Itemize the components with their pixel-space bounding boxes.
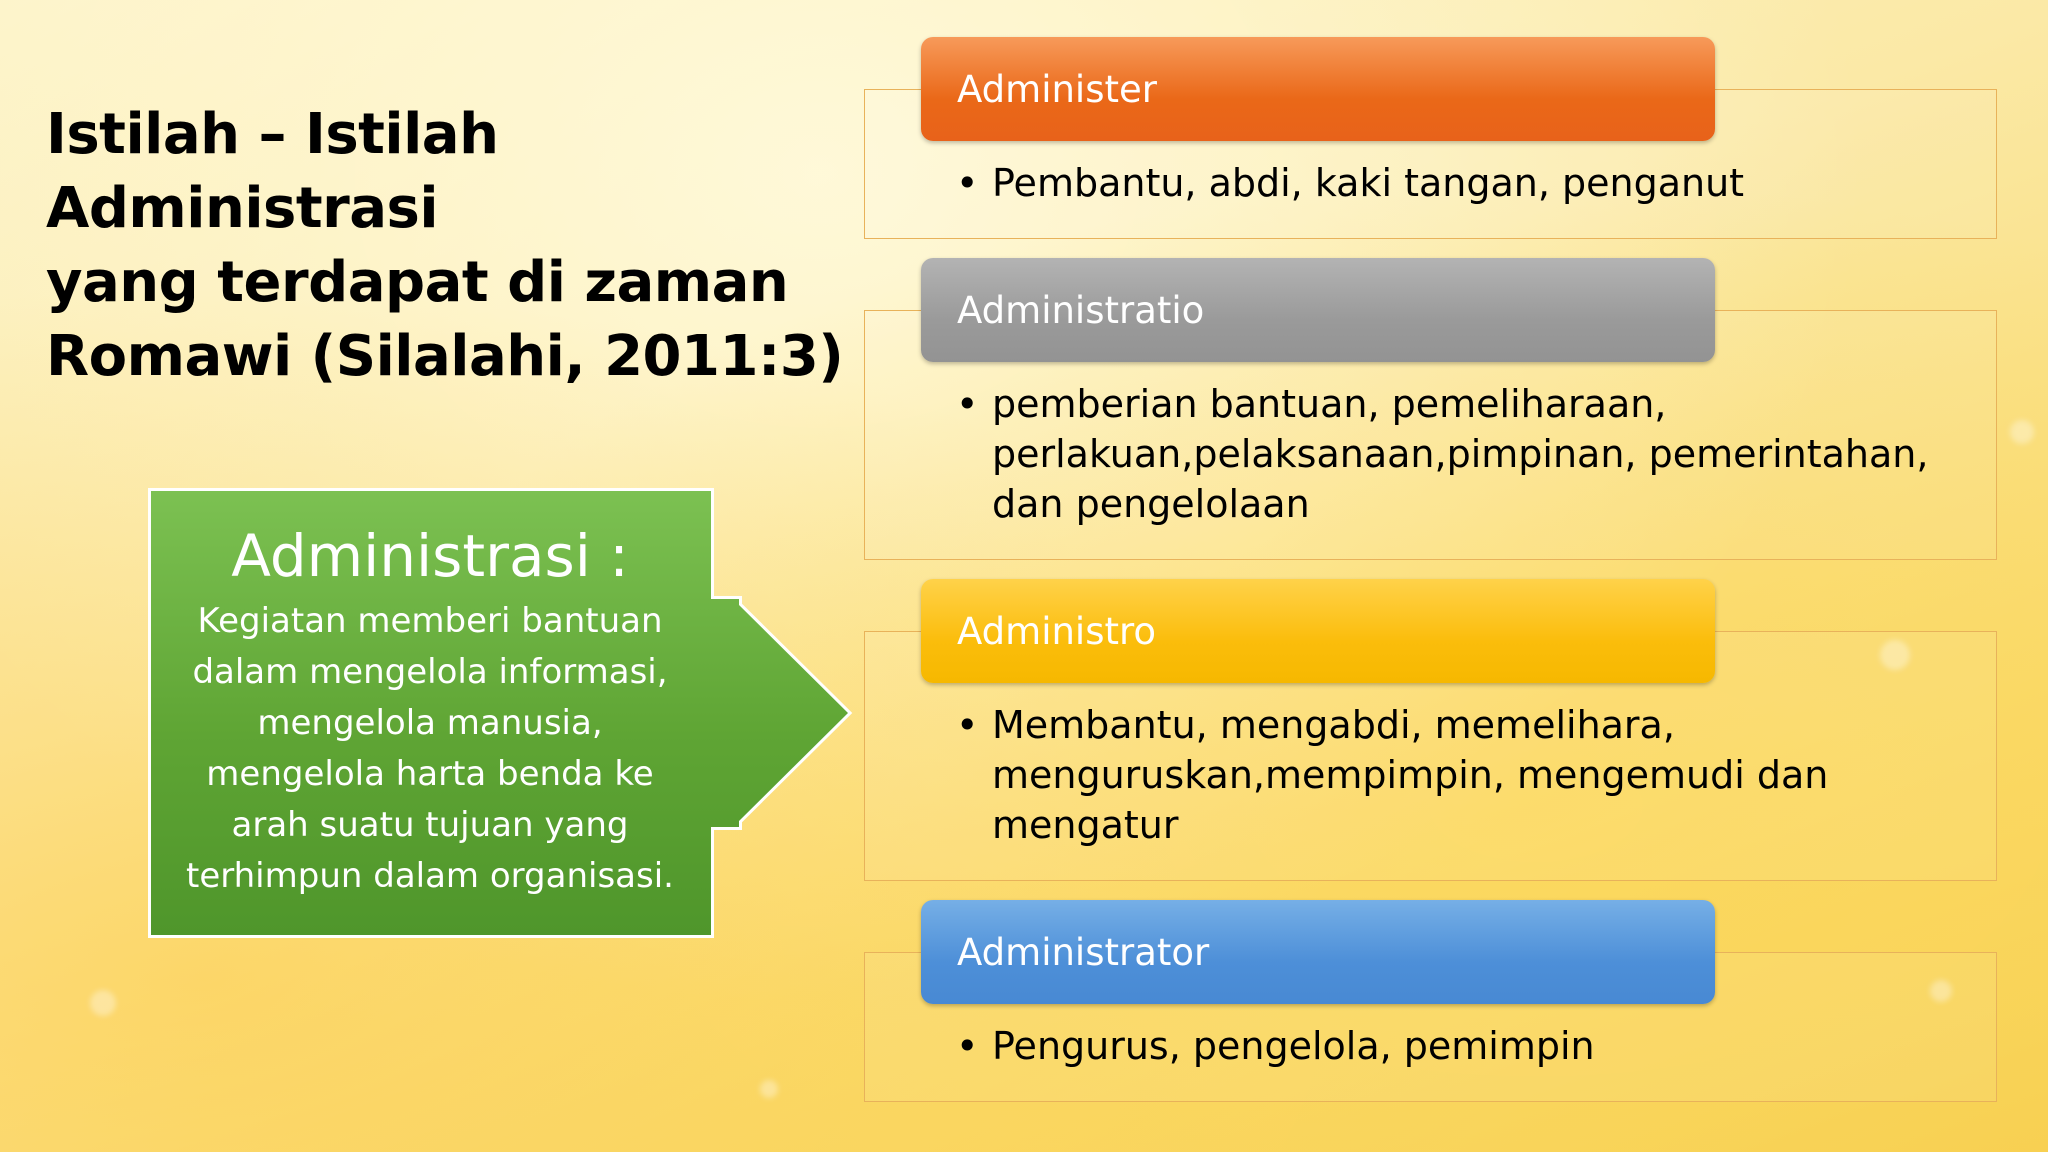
term-definition-item bbox=[956, 1021, 1966, 1071]
definition-line: pemberian bantuan, pemeliharaan, bbox=[992, 382, 1667, 426]
slide-title-line: Istilah – Istilah Administrasi bbox=[46, 102, 499, 241]
term-definition-item bbox=[956, 158, 1966, 208]
term-label-administratio bbox=[921, 258, 1715, 362]
term-definition-list bbox=[956, 1021, 1966, 1071]
bullet-icon: • bbox=[956, 703, 979, 747]
slide-title bbox=[46, 98, 846, 394]
background-bokeh bbox=[90, 990, 116, 1016]
callout-text bbox=[150, 518, 710, 902]
term-definition-item bbox=[956, 379, 1966, 529]
term-definition-item bbox=[956, 700, 1966, 850]
background-bokeh bbox=[760, 1080, 778, 1098]
callout-heading: Administrasi : bbox=[231, 522, 629, 590]
callout-body-line: dalam mengelola informasi, bbox=[192, 652, 668, 692]
callout-body-line: mengelola harta benda ke bbox=[206, 754, 654, 794]
term-definition-list bbox=[956, 379, 1966, 529]
slide-title-line: Romawi (Silalahi, 2011:3) bbox=[46, 324, 844, 389]
slide-title-line: yang terdapat di zaman bbox=[46, 250, 789, 315]
term-label-text: Administrator bbox=[957, 930, 1210, 974]
term-definition-list bbox=[956, 700, 1966, 850]
background-bokeh bbox=[2010, 420, 2034, 444]
term-label-administer bbox=[921, 37, 1715, 141]
definition-line: Pembantu, abdi, kaki tangan, penganut bbox=[992, 161, 1745, 205]
callout-body-line: arah suatu tujuan yang bbox=[231, 805, 629, 845]
definition-line: Membantu, mengabdi, memelihara, bbox=[992, 703, 1675, 747]
term-label-text: Administratio bbox=[957, 288, 1205, 332]
term-label-text: Administer bbox=[957, 67, 1157, 111]
definition-line: mengatur bbox=[992, 803, 1179, 847]
term-definition-list bbox=[956, 158, 1966, 208]
bullet-icon: • bbox=[956, 382, 979, 426]
callout-body-line: Kegiatan memberi bantuan bbox=[197, 601, 663, 641]
term-label-administro bbox=[921, 579, 1715, 683]
definition-line: dan pengelolaan bbox=[992, 482, 1310, 526]
term-label-administrator bbox=[921, 900, 1715, 1004]
bullet-icon: • bbox=[956, 161, 979, 205]
bullet-icon: • bbox=[956, 1024, 979, 1068]
term-label-text: Administro bbox=[957, 609, 1157, 653]
callout-body-line: terhimpun dalam organisasi. bbox=[186, 856, 674, 896]
definition-line: Pengurus, pengelola, pemimpin bbox=[992, 1024, 1595, 1068]
definition-line: perlakuan,pelaksanaan,pimpinan, pemerintahan, bbox=[992, 432, 1929, 476]
definition-line: menguruskan,mempimpin, mengemudi dan bbox=[992, 753, 1829, 797]
callout-body bbox=[150, 596, 710, 902]
callout-body-line: mengelola manusia, bbox=[257, 703, 603, 743]
